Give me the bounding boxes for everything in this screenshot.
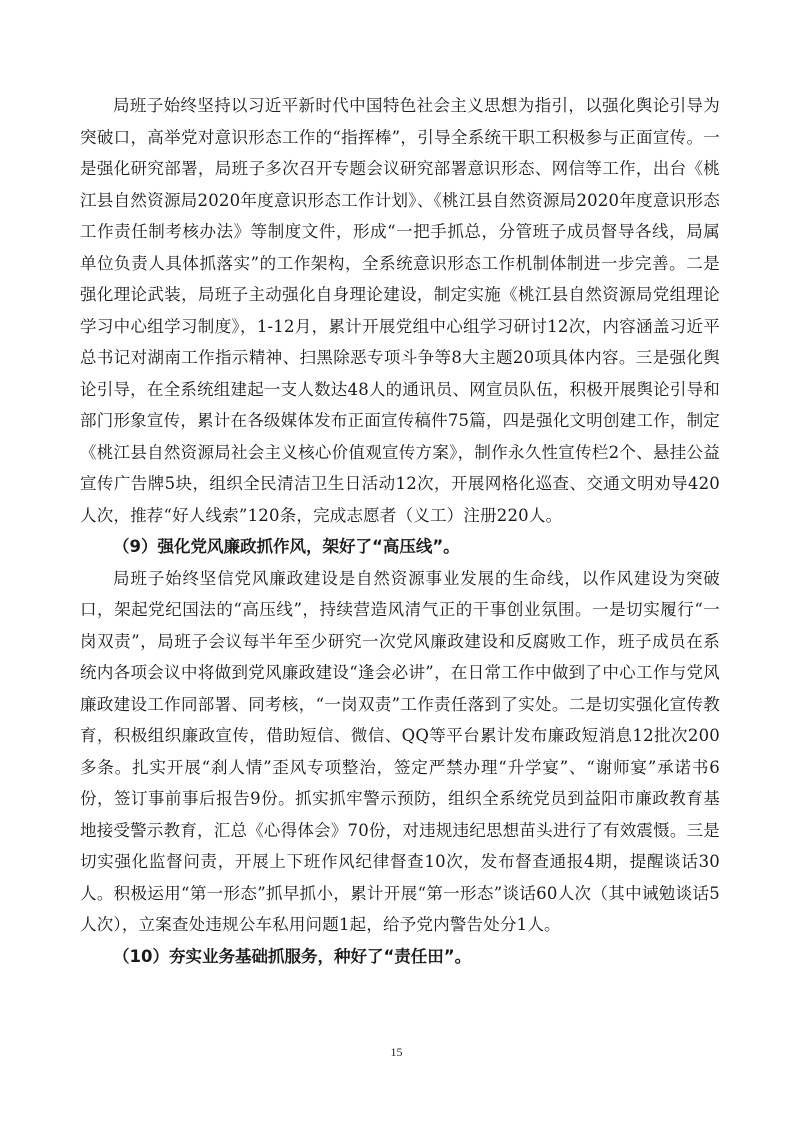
body-paragraph-integrity: 局班子始终坚信党风廉政建设是自然资源事业发展的生命线，以作风建设为突破口，架起党纪国法的“高压线”，持续营造风清气正的干事创业氛围。一是切实履行“一岗双责”，局班子会议每半年至少研究一次党风廉政建设和反腐败工作，班子成员在系统内各项会议中将做到党风廉政建设“逢会必讲”，在日常工作中做到了中心工作与党风廉政建设工作同部署、同考核，“一岗双责”工作责任落到了实处。二是切实强化宣传教育，积极组织廉政宣传，借助短信、微信、QQ等平台累计发布廉政短消息12批次200多条。扎实开展“刹人情”歪风专项整治，签定严禁办理“升学宴”、“谢师宴”承诺书6份，签订事前事后报告9份。抓实抓牢警示预防，组织全系统党员到益阳市廉政教育基地接受警示教育，汇总《心得体会》70份，对违规违纪思想苗头进行了有效震慑。三是切实强化监督问责，开展上下班作风纪律督查10次，发布督查通报4期，提醒谈话30人。积极运用“第一形态”抓早抓小，累计开展“第一形态”谈话60人次（其中诫勉谈话5人次），立案查处违规公车私用问题1起，给予党内警告处分1人。: [80, 568, 720, 934]
body-paragraph-ideology: 局班子始终坚持以习近平新时代中国特色社会主义思想为指引，以强化舆论引导为突破口，高举党对意识形态工作的“指挥棒”，引导全系统干职工积极参与正面宣传。一是强化研究部署，局班子多次召开专题会议研究部署意识形态、网信等工作，出台《桃江县自然资源局2020年度意识形态工作计划》、《桃江县自然资源局2020年度意识形态工作责任制考核办法》等制度文件，形成“一把手抓总，分管班子成员督导各线，局属单位负责人具体抓落实”的工作架构，全系统意识形态工作机制体制进一步完善。二是强化理论武装，局班子主动强化自身理论建设，制定实施《桃江县自然资源局党组理论学习中心组学习制度》，1-12月，累计开展党组中心组学习研讨12次，内容涵盖习近平总书记对湖南工作指示精神、扫黑除恶专项斗争等8大主题20项具体内容。三是强化舆论引导，在全系统组建起一支人数达48人的通讯员、网宣员队伍，积极开展舆论引导和部门形象宣传，累计在各级媒体发布正面宣传稿件75篇，四是强化文明创建工作，制定《桃江县自然资源局社会主义核心价值观宣传方案》，制作永久性宣传栏2个、悬挂公益宣传广告牌5块，组织全民清洁卫生日活动12次，开展网格化巡查、交通文明劝导420人次，推荐“好人线索”120条，完成志愿者（义工）注册220人。: [80, 96, 720, 525]
section-heading-9: （9）强化党风廉政抓作风，架好了“高压线”。: [113, 537, 460, 556]
page-content: [80, 90, 720, 972]
section-heading-10: （10）夯实业务基础抓服务，种好了“责任田”。: [113, 946, 472, 966]
page-number: 15: [390, 1045, 403, 1059]
